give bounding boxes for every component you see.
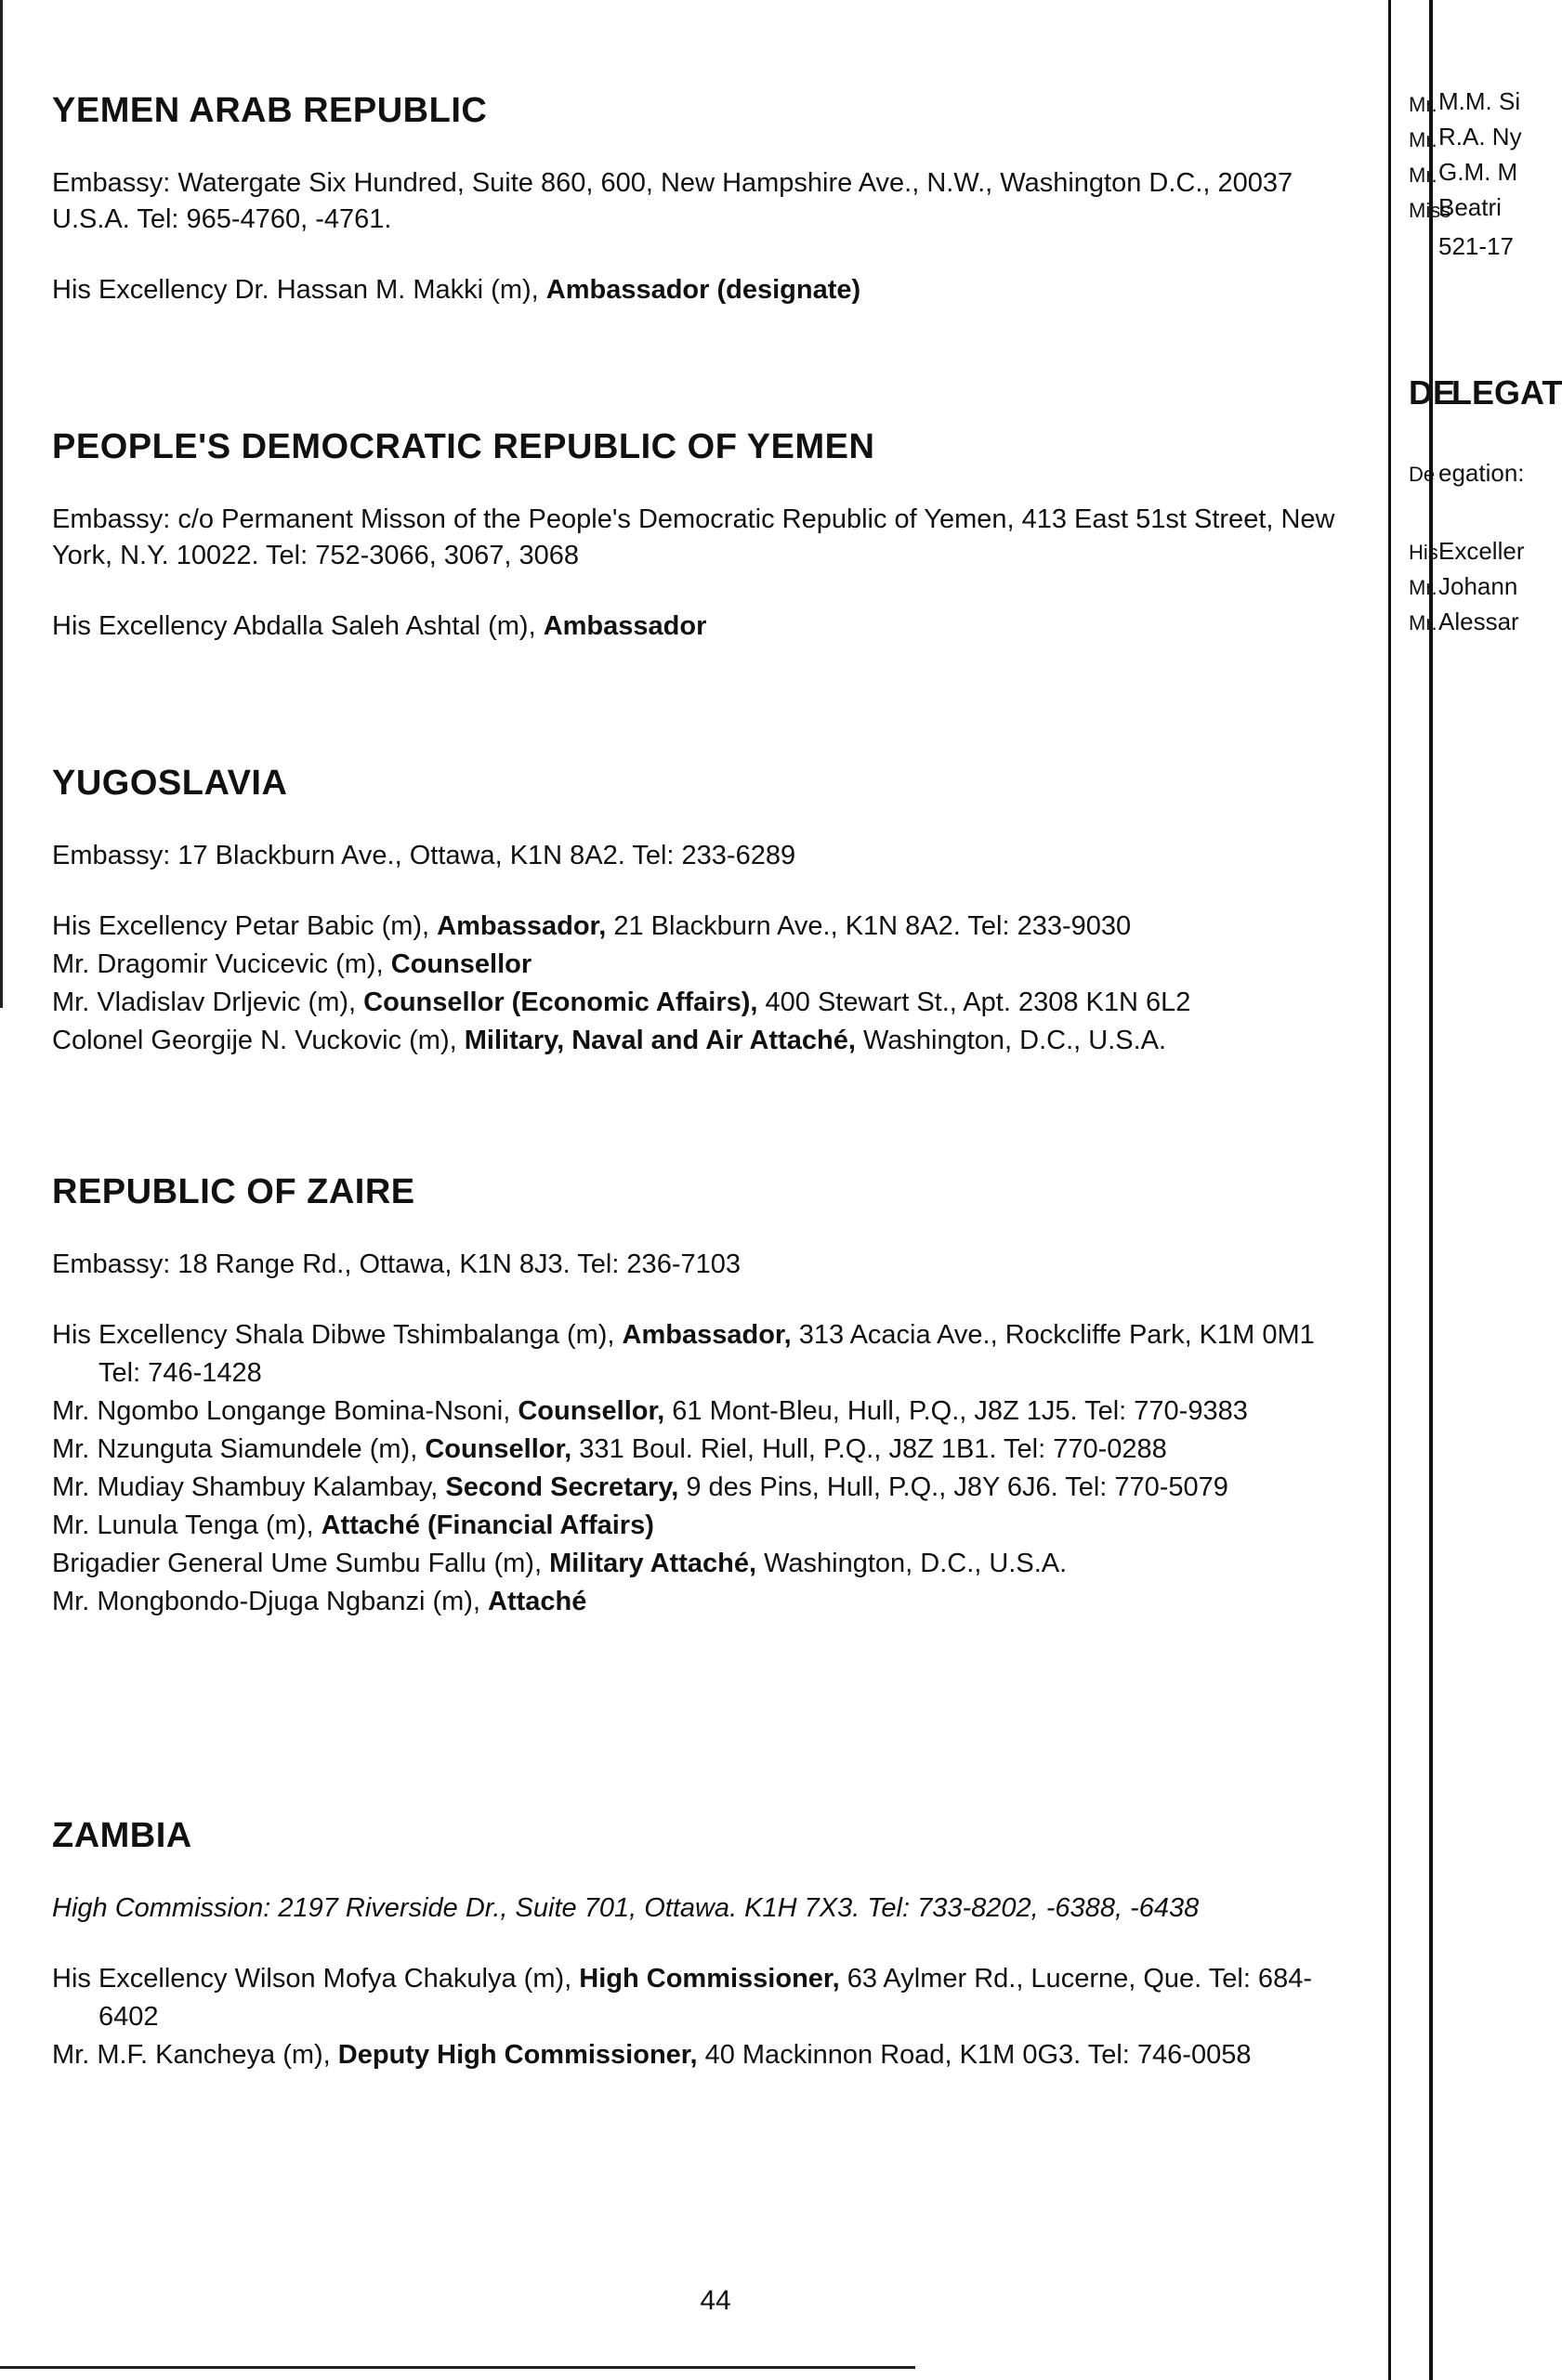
staff-title: High Commissioner, [579, 1964, 840, 1994]
staff-title: Ambassador (designate) [545, 275, 861, 305]
embassy-address: Embassy: 18 Range Rd., Ottawa, K1N 8J3. Tel: 236-7103 [52, 1249, 741, 1279]
adjacent-text: Beatri [1438, 193, 1502, 221]
staff-title: Military, Naval and Air Attaché, [464, 1026, 856, 1055]
staff-entry [52, 1431, 1362, 1469]
staff-details: 40 Mackinnon Road, K1M 0G3. Tel: 746-0058 [697, 2040, 1252, 2070]
adjacent-prefix: Mr. [1409, 93, 1437, 116]
staff-name: Mr. Vladislav Drljevic (m), [52, 987, 364, 1017]
staff-details: Washington, D.C., U.S.A. [756, 1549, 1068, 1578]
staff-details: 331 Boul. Riel, Hull, P.Q., J8Z 1B1. Tel: 770-0288 [571, 1434, 1167, 1464]
adjacent-prefix: His [1409, 541, 1438, 564]
staff-entry [52, 608, 1362, 646]
staff-name: His Excellency Wilson Mofya Chakulya (m), [52, 1964, 580, 1994]
country-section-yemen-arab-republic [52, 89, 1362, 309]
staff-title: Ambassador, [437, 911, 607, 941]
staff-name: Mr. Ngombo Longange Bomina-Nsoni, [52, 1396, 518, 1426]
staff-details: 61 Mont-Bleu, Hull, P.Q., J8Z 1J5. Tel: 770-9383 [664, 1396, 1248, 1426]
staff-list [52, 608, 1362, 646]
staff-list [52, 1960, 1362, 2074]
embassy-address: Embassy: 17 Blackburn Ave., Ottawa, K1N 8A2. Tel: 233-6289 [52, 841, 796, 870]
staff-list [52, 271, 1362, 309]
staff-list [52, 1316, 1362, 1621]
adjacent-prefix: De [1409, 463, 1436, 486]
gutter-line [1388, 0, 1391, 2380]
staff-title: Attaché [488, 1587, 587, 1616]
staff-name: Mr. Nzunguta Siamundele (m), [52, 1434, 426, 1464]
staff-entry [52, 1960, 1362, 2036]
country-section-republic-of-zaire [52, 1170, 1362, 1621]
country-section-pdr-yemen [52, 425, 1362, 646]
staff-entry [52, 1022, 1362, 1060]
staff-title: Ambassador [543, 611, 707, 641]
high-commission-address: High Commission: 2197 Riverside Dr., Suite 701, Ottawa. K1H 7X3. Tel: 733-8202, -6388, -6438 [52, 1893, 1200, 1923]
adjacent-prefix: Mr. [1409, 128, 1437, 151]
adjacent-prefix: Mr. [1409, 163, 1437, 187]
adjacent-text: 521-17 [1438, 232, 1514, 260]
staff-title: Deputy High Commissioner, [337, 2040, 698, 2070]
gutter-line [1429, 0, 1433, 2380]
staff-title: Counsellor, [425, 1434, 572, 1464]
staff-entry [52, 1316, 1362, 1393]
country-heading: PEOPLE'S DEMOCRATIC REPUBLIC OF YEMEN [52, 427, 875, 466]
staff-entry [52, 1545, 1362, 1583]
staff-name: His Excellency Abdalla Saleh Ashtal (m), [52, 611, 544, 641]
embassy-address: Embassy: c/o Permanent Misson of the People's Democratic Republic of Yemen, 413 East 51st Street, New York, N.Y. 10022. Tel: 752-3066, 3067, 3068 [52, 504, 1335, 570]
staff-name: Brigadier General Ume Sumbu Fallu (m), [52, 1549, 550, 1578]
staff-title: Counsellor [390, 949, 532, 979]
adjacent-text: Exceller [1438, 537, 1525, 565]
staff-entry [52, 984, 1362, 1022]
staff-name: His Excellency Dr. Hassan M. Makki (m), [52, 275, 546, 305]
adjacent-prefix: Mr. [1409, 611, 1437, 634]
adjacent-text: egation: [1438, 459, 1525, 487]
page-left-edge [0, 0, 3, 1008]
staff-name: Mr. Mongbondo-Djuga Ngbanzi (m), [52, 1587, 489, 1616]
country-section-zambia [52, 1814, 1362, 2074]
staff-details: 9 des Pins, Hull, P.Q., J8Y 6J6. Tel: 770-5079 [678, 1472, 1228, 1502]
adjacent-prefix: Mr. [1409, 576, 1437, 599]
staff-name: Mr. M.F. Kancheya (m), [52, 2040, 338, 2070]
country-heading: YUGOSLAVIA [52, 764, 288, 803]
staff-entry [52, 2036, 1362, 2074]
staff-name: Mr. Dragomir Vucicevic (m), [52, 949, 391, 979]
staff-details: 400 Stewart St., Apt. 2308 K1N 6L2 [757, 987, 1191, 1017]
staff-entry [52, 1507, 1362, 1545]
staff-title: Attaché (Financial Affairs) [321, 1510, 654, 1540]
staff-entry [52, 1469, 1362, 1507]
staff-entry [52, 1393, 1362, 1431]
staff-entry [52, 271, 1362, 309]
staff-title: Counsellor, [518, 1396, 665, 1426]
adjacent-prefix: Miss [1409, 199, 1451, 222]
staff-title: Second Secretary, [445, 1472, 679, 1502]
adjacent-page-fragment [1388, 0, 1562, 2380]
staff-details: 63 Aylmer Rd., Lucerne, Que. Tel: 684-6402 [98, 1964, 1312, 2032]
staff-name: Mr. Lunula Tenga (m), [52, 1510, 322, 1540]
adjacent-text: Johann [1438, 572, 1518, 600]
staff-name: His Excellency Petar Babic (m), [52, 911, 438, 941]
staff-entry [52, 1583, 1362, 1621]
staff-entry [52, 908, 1362, 946]
staff-title: Ambassador, [622, 1320, 792, 1350]
country-heading: YEMEN ARAB REPUBLIC [52, 91, 488, 130]
staff-details: 313 Acacia Ave., Rockcliffe Park, K1M 0M1 Tel: 746-1428 [98, 1320, 1315, 1388]
staff-entry [52, 946, 1362, 984]
adjacent-text: M.M. Si [1438, 87, 1521, 115]
bottom-rule [0, 2366, 915, 2369]
staff-list [52, 908, 1362, 1060]
staff-details: 21 Blackburn Ave., K1N 8A2. Tel: 233-9030 [606, 911, 1132, 941]
country-heading: ZAMBIA [52, 1816, 192, 1855]
staff-title: Military Attaché, [549, 1549, 757, 1578]
staff-details: Washington, D.C., U.S.A. [855, 1026, 1167, 1055]
page-number: 44 [700, 2285, 731, 2316]
staff-name: Mr. Mudiay Shambuy Kalambay, [52, 1472, 446, 1502]
adjacent-text: Alessar [1438, 608, 1519, 635]
adjacent-text: G.M. M [1438, 158, 1518, 186]
adjacent-text: R.A. Ny [1438, 123, 1522, 150]
staff-name: His Excellency Shala Dibwe Tshimbalanga (m), [52, 1320, 623, 1350]
staff-name: Colonel Georgije N. Vuckovic (m), [52, 1026, 465, 1055]
country-heading: REPUBLIC OF ZAIRE [52, 1172, 415, 1211]
country-section-yugoslavia [52, 762, 1362, 1060]
staff-title: Counsellor (Economic Affairs), [363, 987, 758, 1017]
adjacent-heading-prefix: DE [1409, 373, 1456, 412]
embassy-address: Embassy: Watergate Six Hundred, Suite 860, 600, New Hampshire Ave., N.W., Washington D.C., 20037 U.S.A. Tel: 965-4760, -4761. [52, 168, 1293, 234]
adjacent-heading: LEGAT [1451, 373, 1562, 412]
